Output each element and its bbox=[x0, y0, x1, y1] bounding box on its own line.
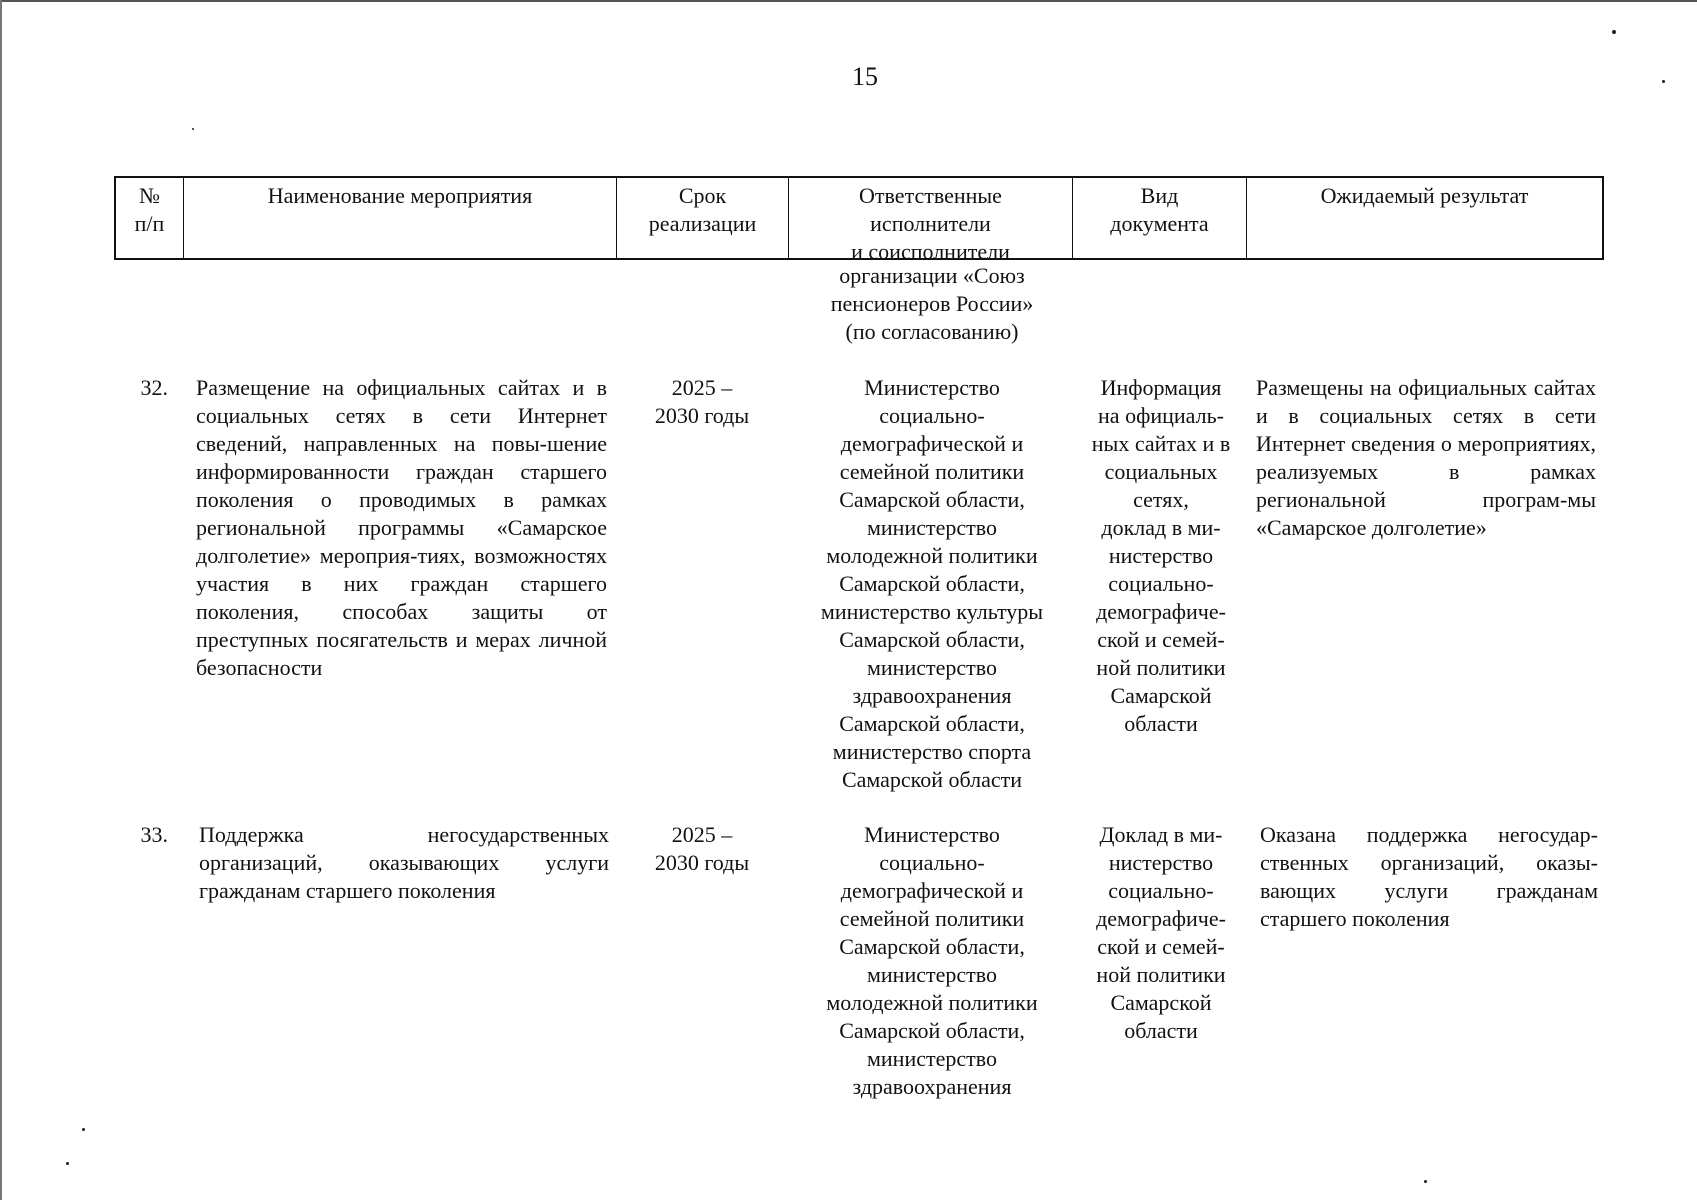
header-term: Срок реализации bbox=[617, 178, 789, 258]
scan-speck bbox=[1612, 30, 1616, 34]
scan-edge-top bbox=[0, 0, 1697, 2]
row-number: 33. bbox=[140, 822, 168, 847]
expected-result: Размещены на официальных сайтах и в социальных сетях в сети Интернет сведения о мероприятиях, реализуемых в рамках региональной програм-мы «Самарское долголетие» bbox=[1256, 375, 1596, 540]
scan-speck bbox=[1662, 80, 1665, 83]
header-expected-result: Ожидаемый результат bbox=[1320, 183, 1529, 208]
document-type: Доклад в ми- нистерство социально- демографиче- ской и семей- ной политики Самарской области bbox=[1096, 822, 1226, 1043]
implementation-term: 2025 – 2030 годы bbox=[654, 375, 750, 428]
scan-speck bbox=[1424, 1180, 1427, 1183]
responsible-executors: Министерство социально- демографической и семейной политики Самарской области, министерство молодежной политики Самарской области, министерство культуры Самарской области, министерство здравоохранения Самарской области, министерство спорта Самарской области bbox=[820, 375, 1044, 792]
header-executors: Ответственные исполнители и соисполнители bbox=[789, 178, 1073, 258]
page-number: 15 bbox=[852, 62, 878, 91]
header-event-name: Наименование мероприятия bbox=[184, 178, 617, 258]
row-number: 32. bbox=[140, 375, 168, 400]
event-name: Поддержка негосударственных организаций, оказывающих услуги гражданам старшего поколения bbox=[199, 822, 609, 903]
scan-speck bbox=[192, 128, 194, 130]
responsible-executors: Министерство социально- демографической и семейной политики Самарской области, министерство молодежной политики Самарской области, министерство здравоохранения bbox=[826, 822, 1038, 1099]
scan-edge-left bbox=[0, 0, 2, 1200]
implementation-term: 2025 – 2030 годы bbox=[654, 822, 750, 875]
expected-result: Оказана поддержка негосудар-ственных организаций, оказы-вающих услуги гражданам старшего поколения bbox=[1260, 822, 1598, 931]
document-type: Информация на официаль- ных сайтах и в социальных сетях, доклад в ми- нистерство социально- демографиче- ской и семей- ной политики Самарской области bbox=[1091, 375, 1231, 736]
table-header bbox=[114, 176, 1604, 264]
header-document-type: Вид документа bbox=[1073, 178, 1247, 258]
scan-speck bbox=[66, 1162, 69, 1165]
header-number: № п/п bbox=[116, 178, 184, 258]
continuation-executors: организации «Союз пенсионеров России» (по согласованию) bbox=[830, 263, 1034, 344]
scan-speck bbox=[82, 1128, 85, 1131]
event-name: Размещение на официальных сайтах и в социальных сетях в сети Интернет сведений, направленных на повы-шение информированности граждан старшего поколения о проводимых в рамках региональной программы «Самарское долголетие» мероприя-тиях, возможностях участия в них граждан старшего поколения, способах защиты от преступных посягательств и мерах личной безопасности bbox=[196, 375, 607, 680]
